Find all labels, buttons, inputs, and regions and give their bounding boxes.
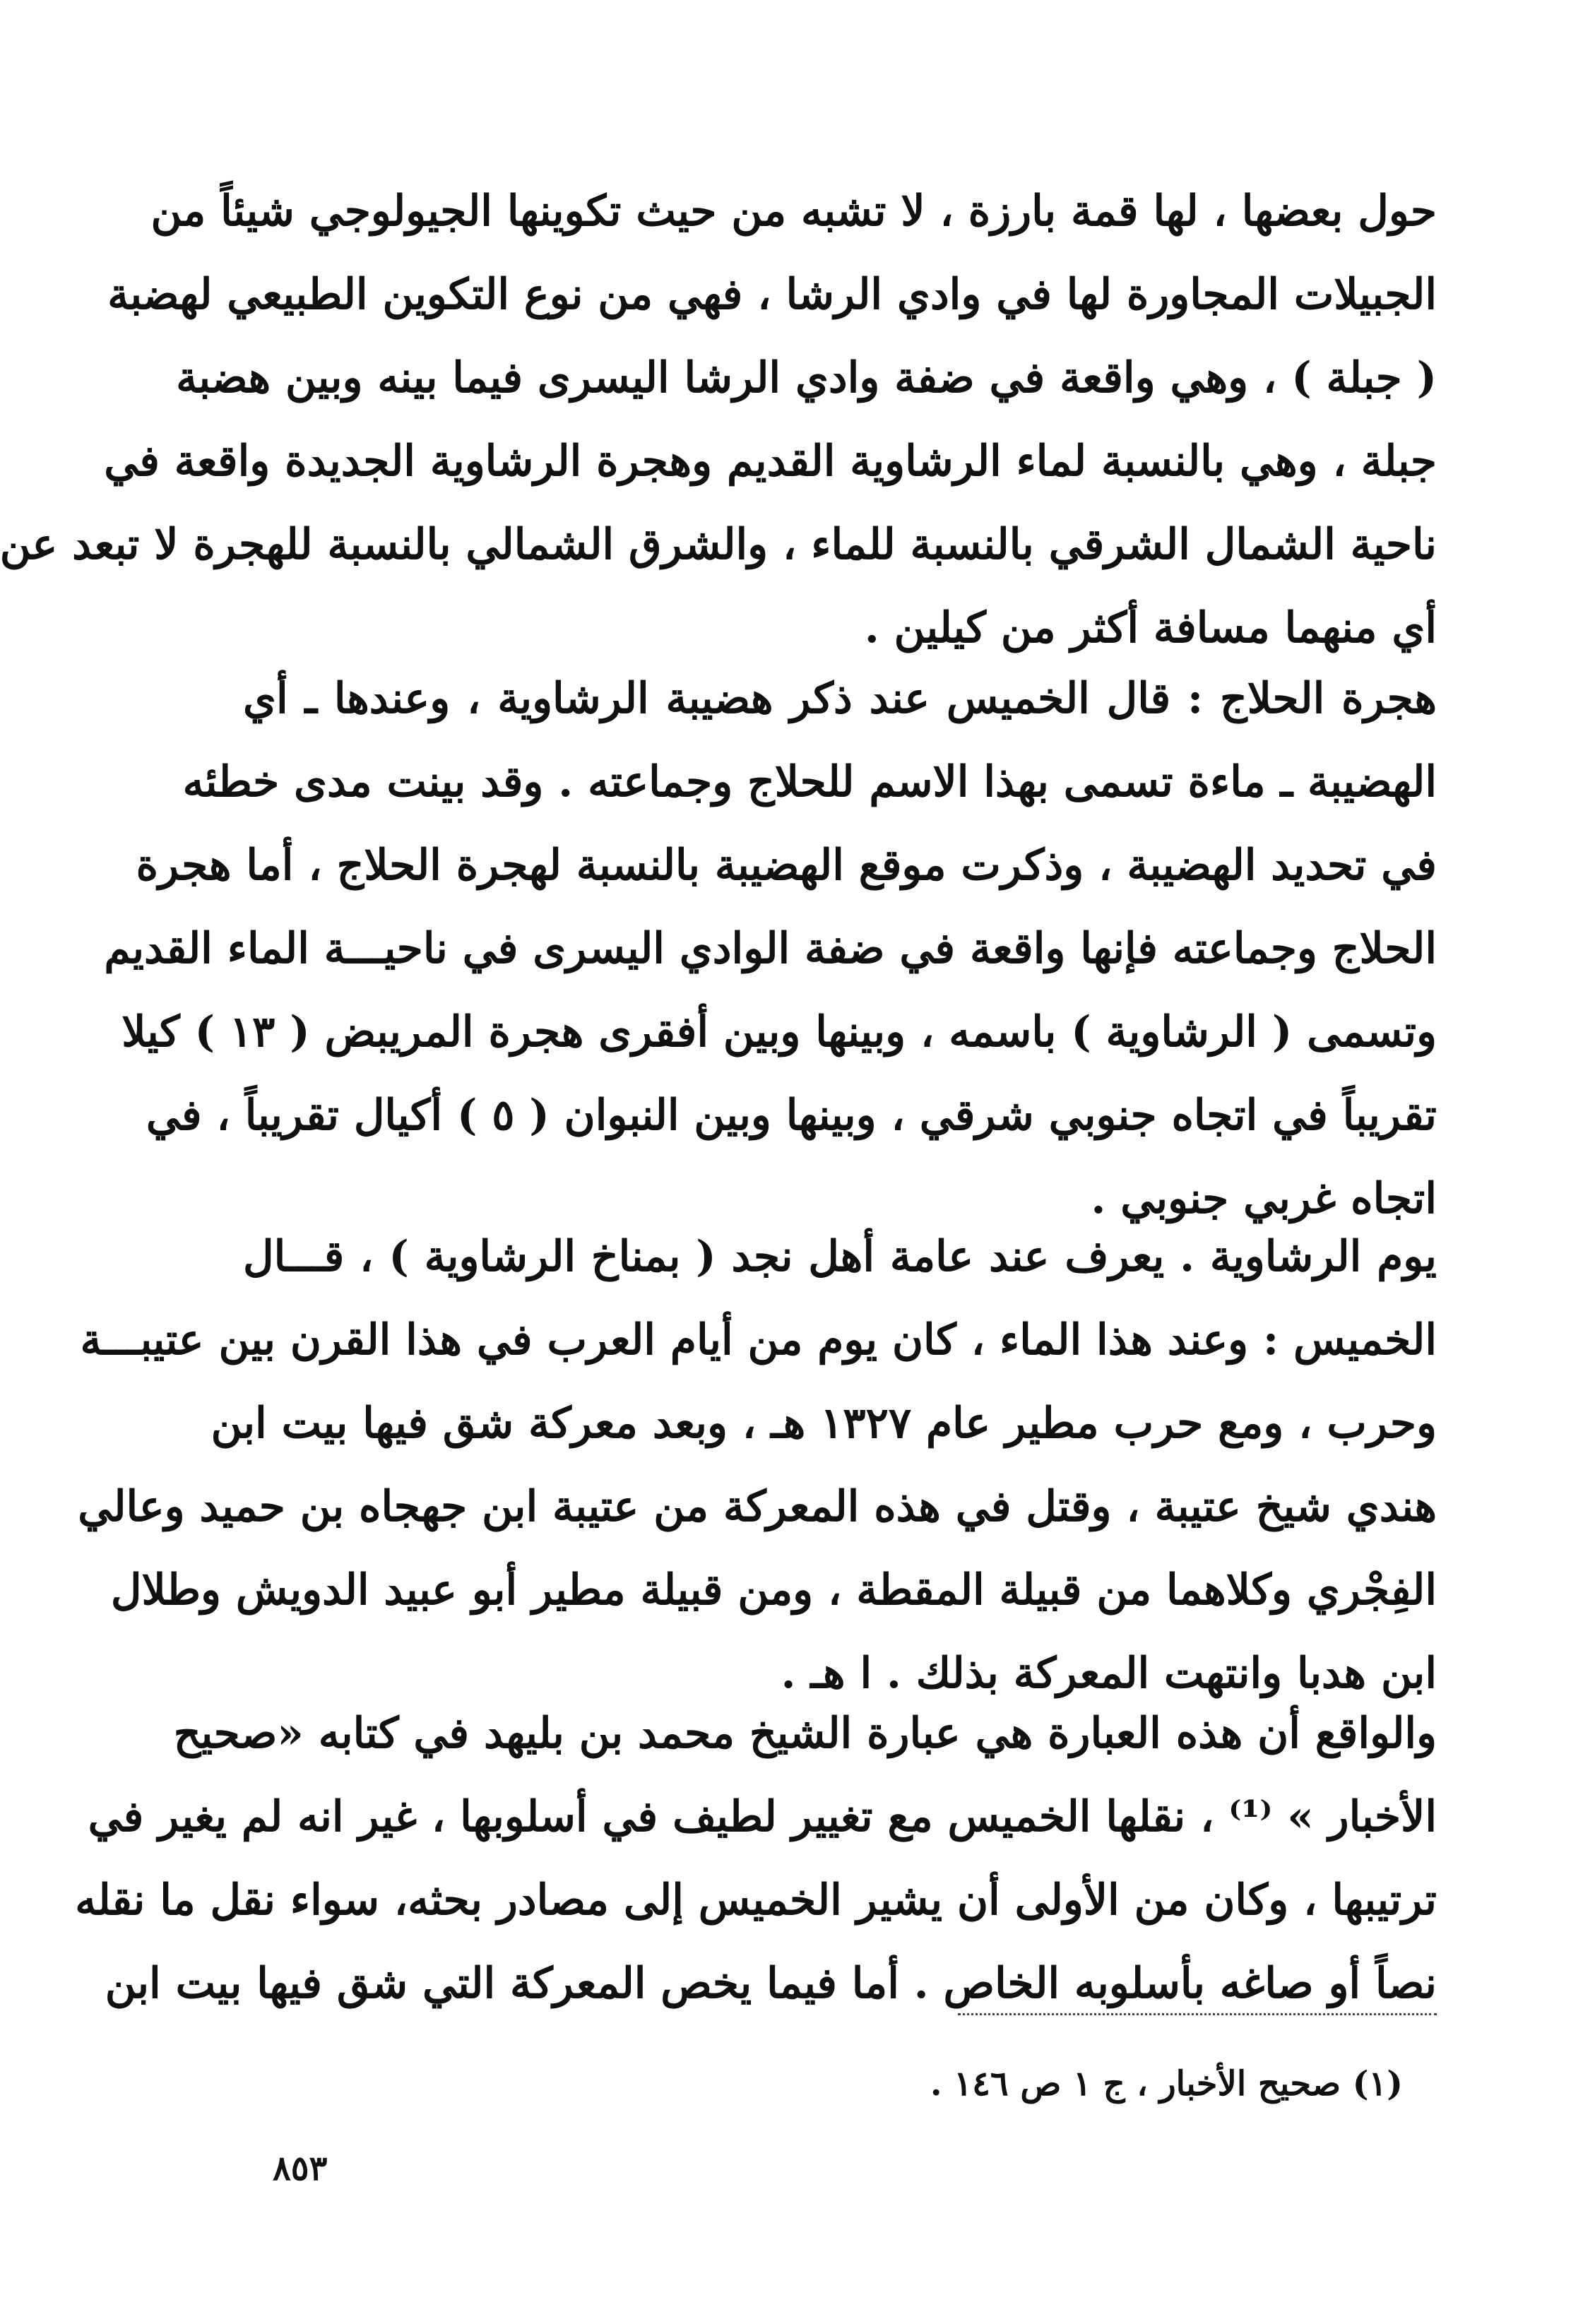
paragraph-line: الخميس : وعند هذا الماء ، كان يوم من أيام العرب في هذا القرن بين عتيبـــة: [80, 1315, 1437, 1365]
paragraph-4: [75, 1692, 1437, 2025]
paragraph-2: [104, 657, 1437, 1240]
paragraph-line: جبلة ، وهي بالنسبة لماء الرشاوية القديم وهجرة الرشاوية الجديدة واقعة في: [104, 437, 1437, 486]
paragraph-line: الحلاج وجماعته فإنها واقعة في ضفة الوادي اليسرى في ناحيـــة الماء القديم: [104, 924, 1437, 973]
paragraph-line: ترتيبها ، وكان من الأولى أن يشير الخميس إلى مصادر بحثه، سواء نقل ما نقله: [75, 1875, 1437, 1925]
paragraph-line: وحرب ، ومع حرب مطير عام ١٣٢٧ هـ ، وبعد معركة شق فيها بيت ابن: [211, 1399, 1437, 1448]
paragraph-line: تقريباً في اتجاه جنوبي شرقي ، وبينها وبين النبوان ( ٥ ) أكيال تقريباً ، في: [146, 1091, 1437, 1140]
paragraph-line: وتسمى ( الرشاوية ) باسمه ، وبينها وبين أفقرى هجرة المريبض ( ١٣ ) كيلا: [121, 1007, 1437, 1057]
paragraph-line: أي منهما مسافة أكثر من كيلين .: [864, 603, 1437, 653]
paragraph-line: والواقع أن هذه العبارة هي عبارة الشيخ محمد بن بليهد في كتابه «صحيح: [173, 1709, 1437, 1758]
paragraph-line: نصاً أو صاغه بأسلوبه الخاص . أما فيما يخص المعركة التي شق فيها بيت ابن: [105, 1959, 1437, 2008]
paragraph-line: ناحية الشمال الشرقي بالنسبة للماء ، والشرق الشمالي بالنسبة للهجرة لا تبعد عن: [0, 520, 1437, 569]
paragraph-line: الهضيبة ـ ماءة تسمى بهذا الاسم للحلاج وجماعته . وقد بينت مدى خطئه: [182, 757, 1437, 807]
paragraph-line: الفِجْري وكلاهما من قبيلة المقطة ، ومن قبيلة مطير أبو عبيد الدويش وطلال: [110, 1565, 1437, 1615]
footnote-divider: [958, 2013, 1437, 2015]
paragraph-line: ابن هدبا وانتهت المعركة بذلك . ا هـ .: [781, 1649, 1437, 1698]
page-number: ٨٥٣: [273, 2149, 328, 2188]
paragraph-line: هجرة الحلاج : قال الخميس عند ذكر هضيبة الرشاوية ، وعندها ـ أي: [243, 674, 1437, 723]
paragraph-line: هندي شيخ عتيبة ، وقتل في هذه المعركة من عتيبة ابن جهجاه بن حميد وعالي: [78, 1482, 1437, 1531]
paragraph-line: حول بعضها ، لها قمة بارزة ، لا تشبه من حيث تكوينها الجيولوجي شيئاً من: [150, 186, 1437, 236]
paragraph-line: الجبيلات المجاورة لها في وادي الرشا ، فهي من نوع التكوين الطبيعي لهضبة: [107, 270, 1437, 319]
footnote: (١) صحيح الأخبار ، ج ١ ص ١٤٦ .: [930, 2064, 1403, 2104]
paragraph-line: اتجاه غربي جنوبي .: [1091, 1174, 1437, 1223]
paragraph-line: يوم الرشاوية . يعرف عند عامة أهل نجد ( بمناخ الرشاوية ) ، قـــال: [243, 1232, 1437, 1281]
paragraph-1: [0, 170, 1437, 670]
paragraph-line: الأخبار » ⁽¹⁾ ، نقلها الخميس مع تغيير لطيف في أسلوبها ، غير انه لم يغير في: [88, 1792, 1437, 1842]
paragraph-line: في تحديد الهضيبة ، وذكرت موقع الهضيبة بالنسبة لهجرة الحلاج ، أما هجرة: [136, 841, 1437, 890]
paragraph-line: ( جبلة ) ، وهي واقعة في ضفة وادي الرشا اليسرى فيما بينه وبين هضبة: [176, 353, 1437, 403]
paragraph-3: [78, 1215, 1437, 1715]
